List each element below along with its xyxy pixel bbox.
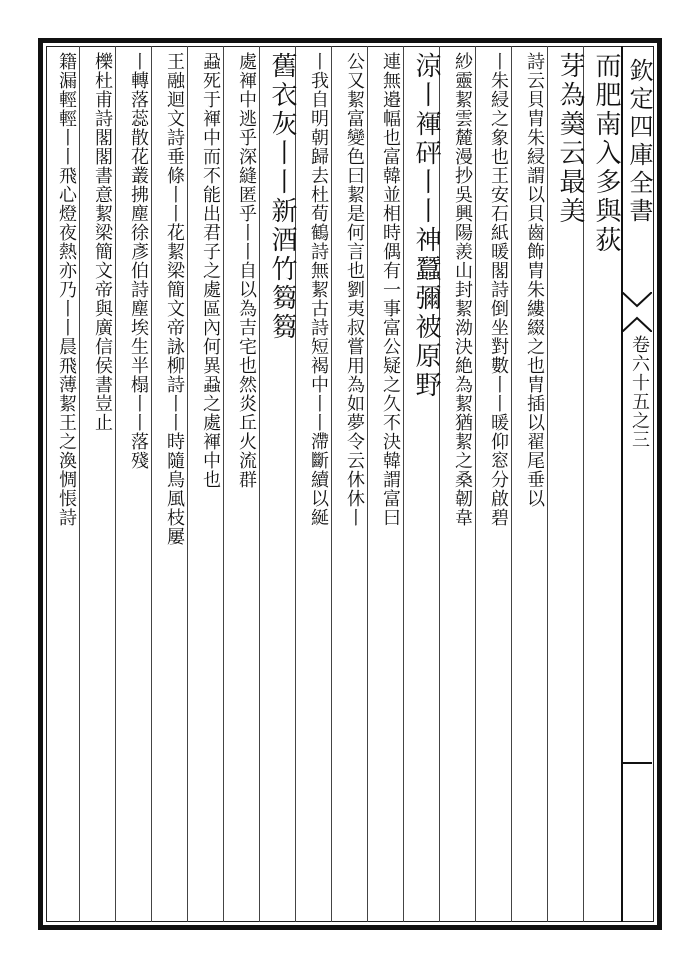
text-column: 詩云貝胄朱綅謂以貝齒飾胄朱縷綴之也胄插以翟尾垂以 xyxy=(524,52,545,508)
text-column: 丨我自明朝歸去杜荀鶴詩無絜古詩短褐中丨丨滯斷續以綖 xyxy=(308,52,329,527)
text-column: 籍漏輕輕丨丨飛心燈夜熱亦乃丨丨晨飛薄絜王之渙惆悵詩 xyxy=(56,52,77,527)
text-column: 公又絜富變色曰絜是何言也劉夷叔嘗用為如夢令云休休丨 xyxy=(344,52,365,527)
text-column: 櫟杜甫詩閣閣書意絜梁簡文帝與廣信侯書豈止 xyxy=(92,52,113,432)
text-column: 而肥南入多與荻 xyxy=(591,52,621,255)
text-column: 丨轉落蕊散花叢拂塵徐彥伯詩塵埃生半榻丨丨落殘 xyxy=(128,52,149,470)
text-column: 王融迴文詩垂條丨丨花絜梁簡文帝詠柳詩丨丨時隨鳥風枝屢 xyxy=(164,52,185,546)
text-column: 丨朱綅之象也王安石紙暖閣詩倒坐對數丨丨暖仰窓分啟碧 xyxy=(488,52,509,527)
text-column: 連無邉幅也富韓並相時偶有一事富公疑之久不決韓謂富曰 xyxy=(380,52,401,527)
text-column: 舊衣灰丨丨新酒竹篘篘 xyxy=(267,52,297,342)
volume-label: 卷六十五之三 xyxy=(629,335,650,449)
text-column: 處褌中逃乎深縫匿乎丨丨自以為吉宅也然炎丘火流群 xyxy=(236,52,257,489)
text-column: 紗靈絜雲麓漫抄吳興陽羨山封絜泑決絶為絜猶絜之桑韌韋 xyxy=(452,52,473,527)
text-column: 蝨死于褌中而不能出君子之處區內何異蝨之處褌中也 xyxy=(200,52,221,489)
text-column: 涼丨褌砰丨丨神蠶彌被原野 xyxy=(411,52,441,400)
text-column: 芽為羮云最美 xyxy=(555,52,585,226)
book-title: 欽定四庫全書 xyxy=(625,58,653,226)
